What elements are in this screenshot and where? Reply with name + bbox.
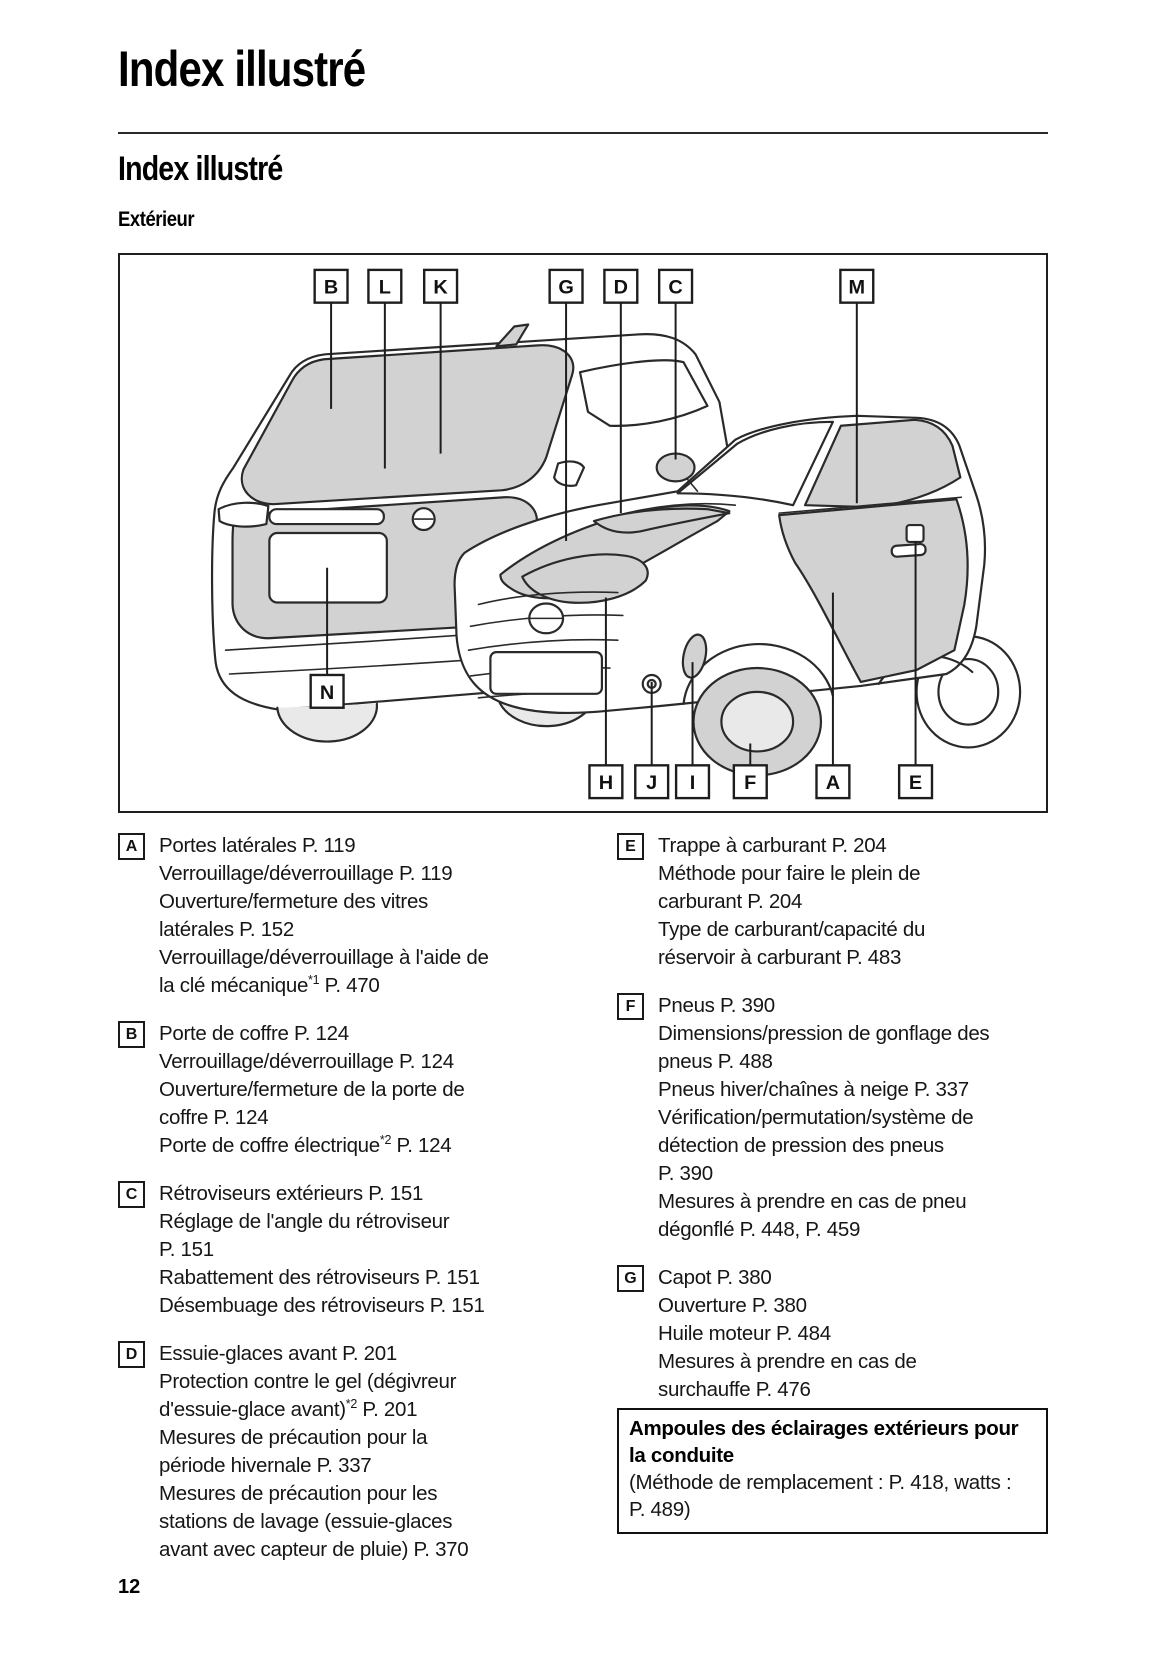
index-line: Portes latérales P. 119 (159, 834, 356, 857)
callout-label-B: B (323, 276, 339, 299)
index-line: Type de carburant/capacité du (658, 918, 926, 941)
note-body-line: (Méthode de remplacement : P. 418, watts : (629, 1471, 1012, 1494)
callout-label-H: H (598, 772, 614, 795)
index-line: Pneus P. 390 (658, 994, 775, 1017)
item-lines (159, 1020, 464, 1160)
index-line: Protection contre le gel (dégivreur (159, 1370, 457, 1393)
index-line: Rétroviseurs extérieurs P. 151 (159, 1182, 424, 1205)
callout-label-D: D (613, 276, 629, 299)
index-item-E (617, 832, 1057, 972)
index-line: Rabattement des rétroviseurs P. 151 (159, 1266, 480, 1289)
item-letter-box: C (118, 1181, 145, 1208)
index-line: latérales P. 152 (159, 918, 295, 941)
index-line: d'essuie-glace avant)$^{*2}$ P. 201 (159, 1397, 418, 1421)
index-line: pneus P. 488 (658, 1050, 773, 1073)
callout-label-K: K (433, 276, 448, 299)
index-line: Mesures de précaution pour les (159, 1482, 438, 1505)
item-letter-box: E (617, 833, 644, 860)
index-line: réservoir à carburant P. 483 (658, 946, 902, 969)
item-letter-box: D (118, 1341, 145, 1368)
note-title-line: la conduite (629, 1444, 734, 1467)
callout-label-C: C (668, 276, 683, 299)
callout-label-M: M (848, 276, 866, 299)
index-list-right (617, 832, 1057, 1424)
index-line: Vérification/permutation/système de (658, 1106, 974, 1129)
index-line: Ouverture P. 380 (658, 1294, 807, 1317)
index-line: Ouverture/fermeture des vitres (159, 890, 428, 913)
index-line: Porte de coffre électrique$^{*2}$ P. 124 (159, 1133, 452, 1157)
index-line: carburant P. 204 (658, 890, 803, 913)
index-line: Pneus hiver/chaînes à neige P. 337 (658, 1078, 969, 1101)
item-letter-box: B (118, 1021, 145, 1048)
index-line: Verrouillage/déverrouillage à l'aide de (159, 946, 489, 969)
index-line: P. 151 (159, 1238, 214, 1261)
callout-label-N: N (319, 681, 335, 704)
index-line: coffre P. 124 (159, 1106, 269, 1129)
item-letter-box: A (118, 833, 145, 860)
bulbs-note-box (617, 1408, 1048, 1534)
index-line: dégonflé P. 448, P. 459 (658, 1218, 861, 1241)
callout-label-F: F (744, 772, 757, 795)
callout-label-J: J (646, 772, 658, 795)
callout-label-I: I (689, 772, 696, 795)
index-line: Essuie-glaces avant P. 201 (159, 1342, 397, 1365)
index-item-F (617, 992, 1057, 1244)
index-item-B (118, 1020, 568, 1160)
callout-label-E: E (908, 772, 923, 795)
index-line: Désembuage des rétroviseurs P. 151 (159, 1294, 485, 1317)
index-line: période hivernale P. 337 (159, 1454, 372, 1477)
item-lines (159, 832, 489, 1000)
subsection-exterior: Extérieur (118, 208, 195, 231)
index-line: avant avec capteur de pluie) P. 370 (159, 1538, 469, 1561)
index-line: Porte de coffre P. 124 (159, 1022, 349, 1045)
index-line: Capot P. 380 (658, 1266, 772, 1289)
section-title: Index illustré (118, 150, 283, 188)
item-lines (159, 1180, 485, 1320)
callout-label-A: A (825, 772, 841, 795)
index-line: Dimensions/pression de gonflage des (658, 1022, 990, 1045)
item-letter-box: G (617, 1265, 644, 1292)
index-line: la clé mécanique$^{*1}$ P. 470 (159, 973, 380, 997)
item-lines (658, 992, 989, 1244)
note-body-line: P. 489) (629, 1498, 691, 1521)
callout-label-L: L (378, 276, 391, 299)
index-list-left (118, 832, 568, 1584)
index-line: Mesures à prendre en cas de pneu (658, 1190, 967, 1213)
car-illustration (120, 255, 1046, 811)
index-line: Méthode pour faire le plein de (658, 862, 921, 885)
index-line: stations de lavage (essuie-glaces (159, 1510, 453, 1533)
index-line: Verrouillage/déverrouillage P. 119 (159, 862, 453, 885)
index-item-A (118, 832, 568, 1000)
index-item-D (118, 1340, 568, 1564)
index-line: Ouverture/fermeture de la porte de (159, 1078, 465, 1101)
index-line: Huile moteur P. 484 (658, 1322, 831, 1345)
index-item-C (118, 1180, 568, 1320)
item-lines (658, 832, 925, 972)
index-item-G (617, 1264, 1057, 1404)
page-title: Index illustré (118, 41, 366, 97)
index-line: P. 390 (658, 1162, 713, 1185)
item-letter-box: F (617, 993, 644, 1020)
index-line: Mesures à prendre en cas de (658, 1350, 917, 1373)
index-line: Trappe à carburant P. 204 (658, 834, 887, 857)
callout-label-G: G (558, 276, 574, 299)
index-line: surchauffe P. 476 (658, 1378, 811, 1401)
item-lines (159, 1340, 468, 1564)
page-number: 12 (118, 1576, 141, 1598)
index-line: Mesures de précaution pour la (159, 1426, 428, 1449)
index-line: détection de pression des pneus (658, 1134, 944, 1157)
index-line: Verrouillage/déverrouillage P. 124 (159, 1050, 454, 1073)
item-lines (658, 1264, 917, 1404)
title-divider (118, 132, 1048, 134)
index-line: Réglage de l'angle du rétroviseur (159, 1210, 450, 1233)
exterior-diagram (118, 253, 1048, 813)
note-title-line: Ampoules des éclairages extérieurs pour (629, 1417, 1019, 1440)
